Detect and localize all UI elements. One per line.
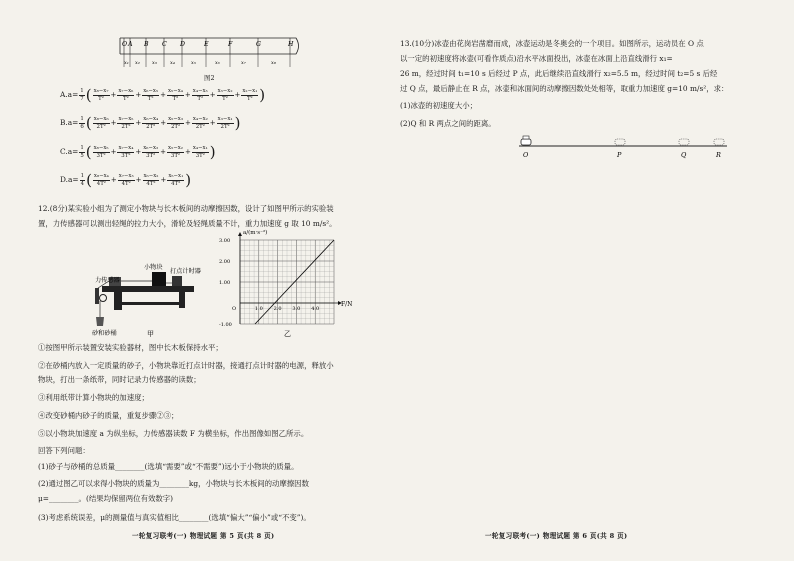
tape-point-label: A bbox=[128, 41, 133, 48]
q12-step-line: ⑤以小物块加速度 a 为纵坐标，力传感器读数 F 为横坐标，作出图像如图乙所示。 bbox=[38, 429, 309, 438]
tape-point-label: D bbox=[180, 41, 185, 48]
curling-point-label: R bbox=[716, 151, 721, 159]
option-coefficient: $\frac{1}{7}$ bbox=[80, 88, 84, 102]
option-label: A.a= bbox=[60, 90, 79, 99]
option-term: $\frac{\text{x₈−x₆}}{\text{2T²}}$ bbox=[93, 116, 109, 130]
option-label: C.a= bbox=[60, 147, 79, 156]
curling-stone-ghost bbox=[714, 139, 724, 145]
apparatus-figure bbox=[92, 262, 212, 340]
tape-segment-label: x₈ bbox=[271, 60, 276, 66]
y-tick-label: 1.00 bbox=[219, 280, 231, 286]
y-axis-arrow bbox=[238, 232, 242, 236]
apparatus-caption: 甲 bbox=[147, 330, 154, 338]
q12-step-line: (2)通过图乙可以求得小物块的质量为________kg，小物块与长木板间的动摩擦因数 bbox=[38, 479, 309, 488]
q12-step-line: ①按图甲所示装置安装实验器材，图中长木板保持水平； bbox=[38, 343, 223, 352]
option-term: $\frac{\text{x₄−x₁}}{\text{3T²}}$ bbox=[192, 145, 208, 159]
q12-step-line: μ=________。(结果均保留两位有效数字) bbox=[38, 494, 174, 503]
option-term: $\frac{\text{x₅−x₂}}{\text{3T²}}$ bbox=[168, 145, 183, 159]
block-label: 小物块 bbox=[144, 264, 163, 271]
tape-point-label: H bbox=[288, 41, 294, 48]
option-term: $\frac{\text{x₈−x₄}}{\text{4T²}}$ bbox=[93, 173, 109, 187]
q12-step-line: (3)考虑系统误差，μ的测量值与真实值相比________(选填“偏大”“偏小”或“不变”)。 bbox=[38, 513, 311, 522]
bucket-label: 砂和砂桶 bbox=[92, 330, 117, 337]
block-shape bbox=[152, 272, 166, 286]
x-tick-label: 2.0 bbox=[273, 306, 282, 312]
option-coefficient: $\frac{1}{6}$ bbox=[80, 116, 84, 130]
q12-step-line: ④改变砂桶内砂子的质量，重复步骤②③； bbox=[38, 411, 179, 420]
q13-line: (1)冰壶的初速度大小； bbox=[400, 101, 477, 110]
option-term: $\frac{\text{x₆−x₃}}{\text{3T²}}$ bbox=[143, 145, 159, 159]
q12-step-line: ②在砂桶内放入一定质量的砂子，小物块靠近打点计时器，接通打点计时器的电源，释放小 bbox=[38, 361, 334, 370]
timer-label: 打点计时器 bbox=[170, 268, 201, 275]
option-coefficient: $\frac{1}{4}$ bbox=[80, 173, 85, 187]
option-term: $\frac{\text{x₆−x₄}}{\text{2T²}}$ bbox=[143, 116, 159, 130]
x-tick-label: 4.0 bbox=[311, 306, 320, 312]
y-tick-label: 3.00 bbox=[219, 238, 231, 244]
option-term: $\frac{\text{x₇−x₃}}{\text{4T²}}$ bbox=[118, 173, 134, 187]
option-coefficient: $\frac{1}{5}$ bbox=[80, 145, 84, 159]
tape-point-label: F bbox=[228, 41, 233, 48]
option-term: $\frac{\text{x₃−x₁}}{\text{2T²}}$ bbox=[217, 116, 233, 130]
timer-shape bbox=[172, 276, 182, 286]
curling-figure bbox=[517, 128, 737, 160]
option-term: $\frac{\text{x₅−x₁}}{\text{4T²}}$ bbox=[168, 173, 184, 187]
tape-point-label: B bbox=[144, 41, 149, 48]
q12-intro-line1: 12.(8分)某实验小组为了测定小物块与长木板间的动摩擦因数，设计了如图甲所示的实验装 bbox=[38, 204, 334, 213]
option-term: $\frac{\text{x₄−x₂}}{\text{2T²}}$ bbox=[192, 116, 208, 130]
right-footer: 一轮复习联考(一) 物理试题 第 6 页(共 8 页) bbox=[485, 532, 628, 540]
option-a: A.a= $\frac{1}{7}$ ( $\frac{\text{x₈−x₇}}{\text{T²}}$ + $\frac{\text{x₇−x₆}}{\text{T²}}$ + $\frac{\text{x₆−x₅}}{\text{T²}}$ + $\frac{\text{x₅−x₄}}{\text{T²}}$ + $\frac{\text{x₄−x₃}}{\text{T²}}$ + $\frac{\text{x₃−x₂}}{\text{T²}}$ + $\frac{\text{x₂−x₁}}{\text{T²}}$ ) bbox=[60, 86, 266, 104]
q12-intro-line2: 置，力传感器可以测出轻绳的拉力大小，滑轮及轻绳质量不计，重力加速度 g 取 10 m/s²。 bbox=[38, 219, 337, 228]
option-d: D.a= $\frac{1}{4}$ ( $\frac{\text{x₈−x₄}}{\text{4T²}}$ + $\frac{\text{x₇−x₃}}{\text{4T²}}$ + $\frac{\text{x₆−x₂}}{\text{4T²}}$ + $\frac{\text{x₅−x₁}}{\text{4T²}}$ ) bbox=[60, 171, 192, 189]
q13-line: 26 m，经过时间 t₁=10 s 后经过 P 点，此后继续沿直线滑行 x₂=5.5 m，经过时间 t₂=5 s 后经 bbox=[400, 69, 718, 78]
sensor-label: 力传感器 bbox=[95, 277, 120, 284]
option-label: B.a= bbox=[60, 118, 79, 127]
curling-stone-ghost bbox=[615, 139, 625, 145]
q12-step-line: (1)砂子与砂桶的总质量________(选填“需要”或“不需要”)远小于小物块的质量。 bbox=[38, 462, 299, 471]
tape-point-label: O bbox=[122, 41, 128, 48]
option-b: B.a= $\frac{1}{6}$ ( $\frac{\text{x₈−x₆}}{\text{2T²}}$ + $\frac{\text{x₇−x₅}}{\text{2T²}}$ + $\frac{\text{x₆−x₄}}{\text{2T²}}$ + $\frac{\text{x₅−x₃}}{\text{2T²}}$ + $\frac{\text{x₄−x₂}}{\text{2T²}}$ + $\frac{\text{x₃−x₁}}{\text{2T²}}$ ) bbox=[60, 114, 241, 132]
tape-point-label: G bbox=[256, 41, 261, 48]
q12-step-line: 回答下列问题： bbox=[38, 446, 90, 455]
option-term: $\frac{\text{x₆−x₅}}{\text{T²}}$ bbox=[143, 88, 159, 102]
q13-line: 13.(10分)冰壶由花岗岩凿磨而成，冰壶运动是冬奥会的一个项目。如图所示，运动员在 O 点 bbox=[400, 39, 704, 48]
tape-point-label: E bbox=[204, 41, 209, 48]
option-term: $\frac{\text{x₅−x₃}}{\text{2T²}}$ bbox=[168, 116, 183, 130]
x-axis-label: F/N bbox=[341, 301, 353, 308]
left-footer: 一轮复习联考(一) 物理试题 第 5 页(共 8 页) bbox=[132, 532, 275, 540]
q13-line: (2)Q 和 R 两点之间的距离。 bbox=[400, 119, 496, 128]
option-term: $\frac{\text{x₂−x₁}}{\text{T²}}$ bbox=[242, 88, 258, 102]
curling-stone-start bbox=[521, 139, 531, 145]
tape-segment-label: x₁ bbox=[124, 60, 129, 66]
q13-line: 以一定的初速度将冰壶(可看作质点)沿水平冰面投出，冰壶在冰面上沿直线滑行 x₁= bbox=[400, 54, 673, 63]
tape-segment-label: x₆ bbox=[215, 60, 220, 66]
curling-stone-ghost bbox=[679, 139, 689, 145]
q13-line: 过 Q 点，最后静止在 R 点，冰壶和冰面间的动摩擦因数处处相等，取重力加速度 g=10 m/s²，求： bbox=[400, 84, 729, 93]
x-tick-label: 1.0 bbox=[254, 306, 263, 312]
option-term: $\frac{\text{x₅−x₄}}{\text{T²}}$ bbox=[167, 88, 183, 102]
origin-label: O bbox=[232, 306, 237, 312]
a-F-graph bbox=[218, 228, 353, 338]
option-term: $\frac{\text{x₆−x₂}}{\text{4T²}}$ bbox=[143, 173, 159, 187]
tape-segment-label: x₃ bbox=[152, 60, 157, 66]
x-tick-label: 3.0 bbox=[292, 306, 301, 312]
y-axis-label: a/(m·s⁻²) bbox=[243, 230, 268, 236]
y-tick-label: 2.00 bbox=[219, 259, 231, 265]
tape-caption: 图2 bbox=[204, 74, 215, 82]
chart-caption: 乙 bbox=[284, 330, 291, 338]
tape-point-label: C bbox=[162, 41, 167, 48]
tape-segment-label: x₂ bbox=[135, 60, 140, 66]
option-term: $\frac{\text{x₄−x₃}}{\text{T²}}$ bbox=[192, 88, 208, 102]
bucket-shape bbox=[96, 317, 104, 326]
option-term: $\frac{\text{x₇−x₅}}{\text{2T²}}$ bbox=[118, 116, 134, 130]
option-label: D.a= bbox=[60, 175, 79, 184]
right-page bbox=[397, 0, 794, 561]
option-term: $\frac{\text{x₈−x₇}}{\text{T²}}$ bbox=[93, 88, 109, 102]
q12-step-line: 物块，打出一条纸带，同时记录力传感器的读数； bbox=[38, 375, 201, 384]
y-tick-label: -1.00 bbox=[219, 322, 232, 328]
option-term: $\frac{\text{x₈−x₅}}{\text{3T²}}$ bbox=[93, 145, 109, 159]
option-term: $\frac{\text{x₇−x₄}}{\text{3T²}}$ bbox=[118, 145, 134, 159]
tape-segment-label: x₇ bbox=[241, 60, 246, 66]
option-term: $\frac{\text{x₃−x₂}}{\text{T²}}$ bbox=[217, 88, 233, 102]
curling-point-label: Q bbox=[681, 151, 687, 159]
option-term: $\frac{\text{x₇−x₆}}{\text{T²}}$ bbox=[118, 88, 134, 102]
q12-step-line: ③利用纸带计算小物块的加速度； bbox=[38, 393, 149, 402]
option-c: C.a= $\frac{1}{5}$ ( $\frac{\text{x₈−x₅}}{\text{3T²}}$ + $\frac{\text{x₇−x₄}}{\text{3T²}}$ + $\frac{\text{x₆−x₃}}{\text{3T²}}$ + $\frac{\text{x₅−x₂}}{\text{3T²}}$ + $\frac{\text{x₄−x₁}}{\text{3T²}}$ ) bbox=[60, 143, 216, 161]
tape-segment-label: x₄ bbox=[170, 60, 175, 66]
tape-segment-label: x₅ bbox=[191, 60, 196, 66]
curling-point-label: P bbox=[617, 151, 622, 159]
curling-point-label: O bbox=[523, 151, 529, 159]
